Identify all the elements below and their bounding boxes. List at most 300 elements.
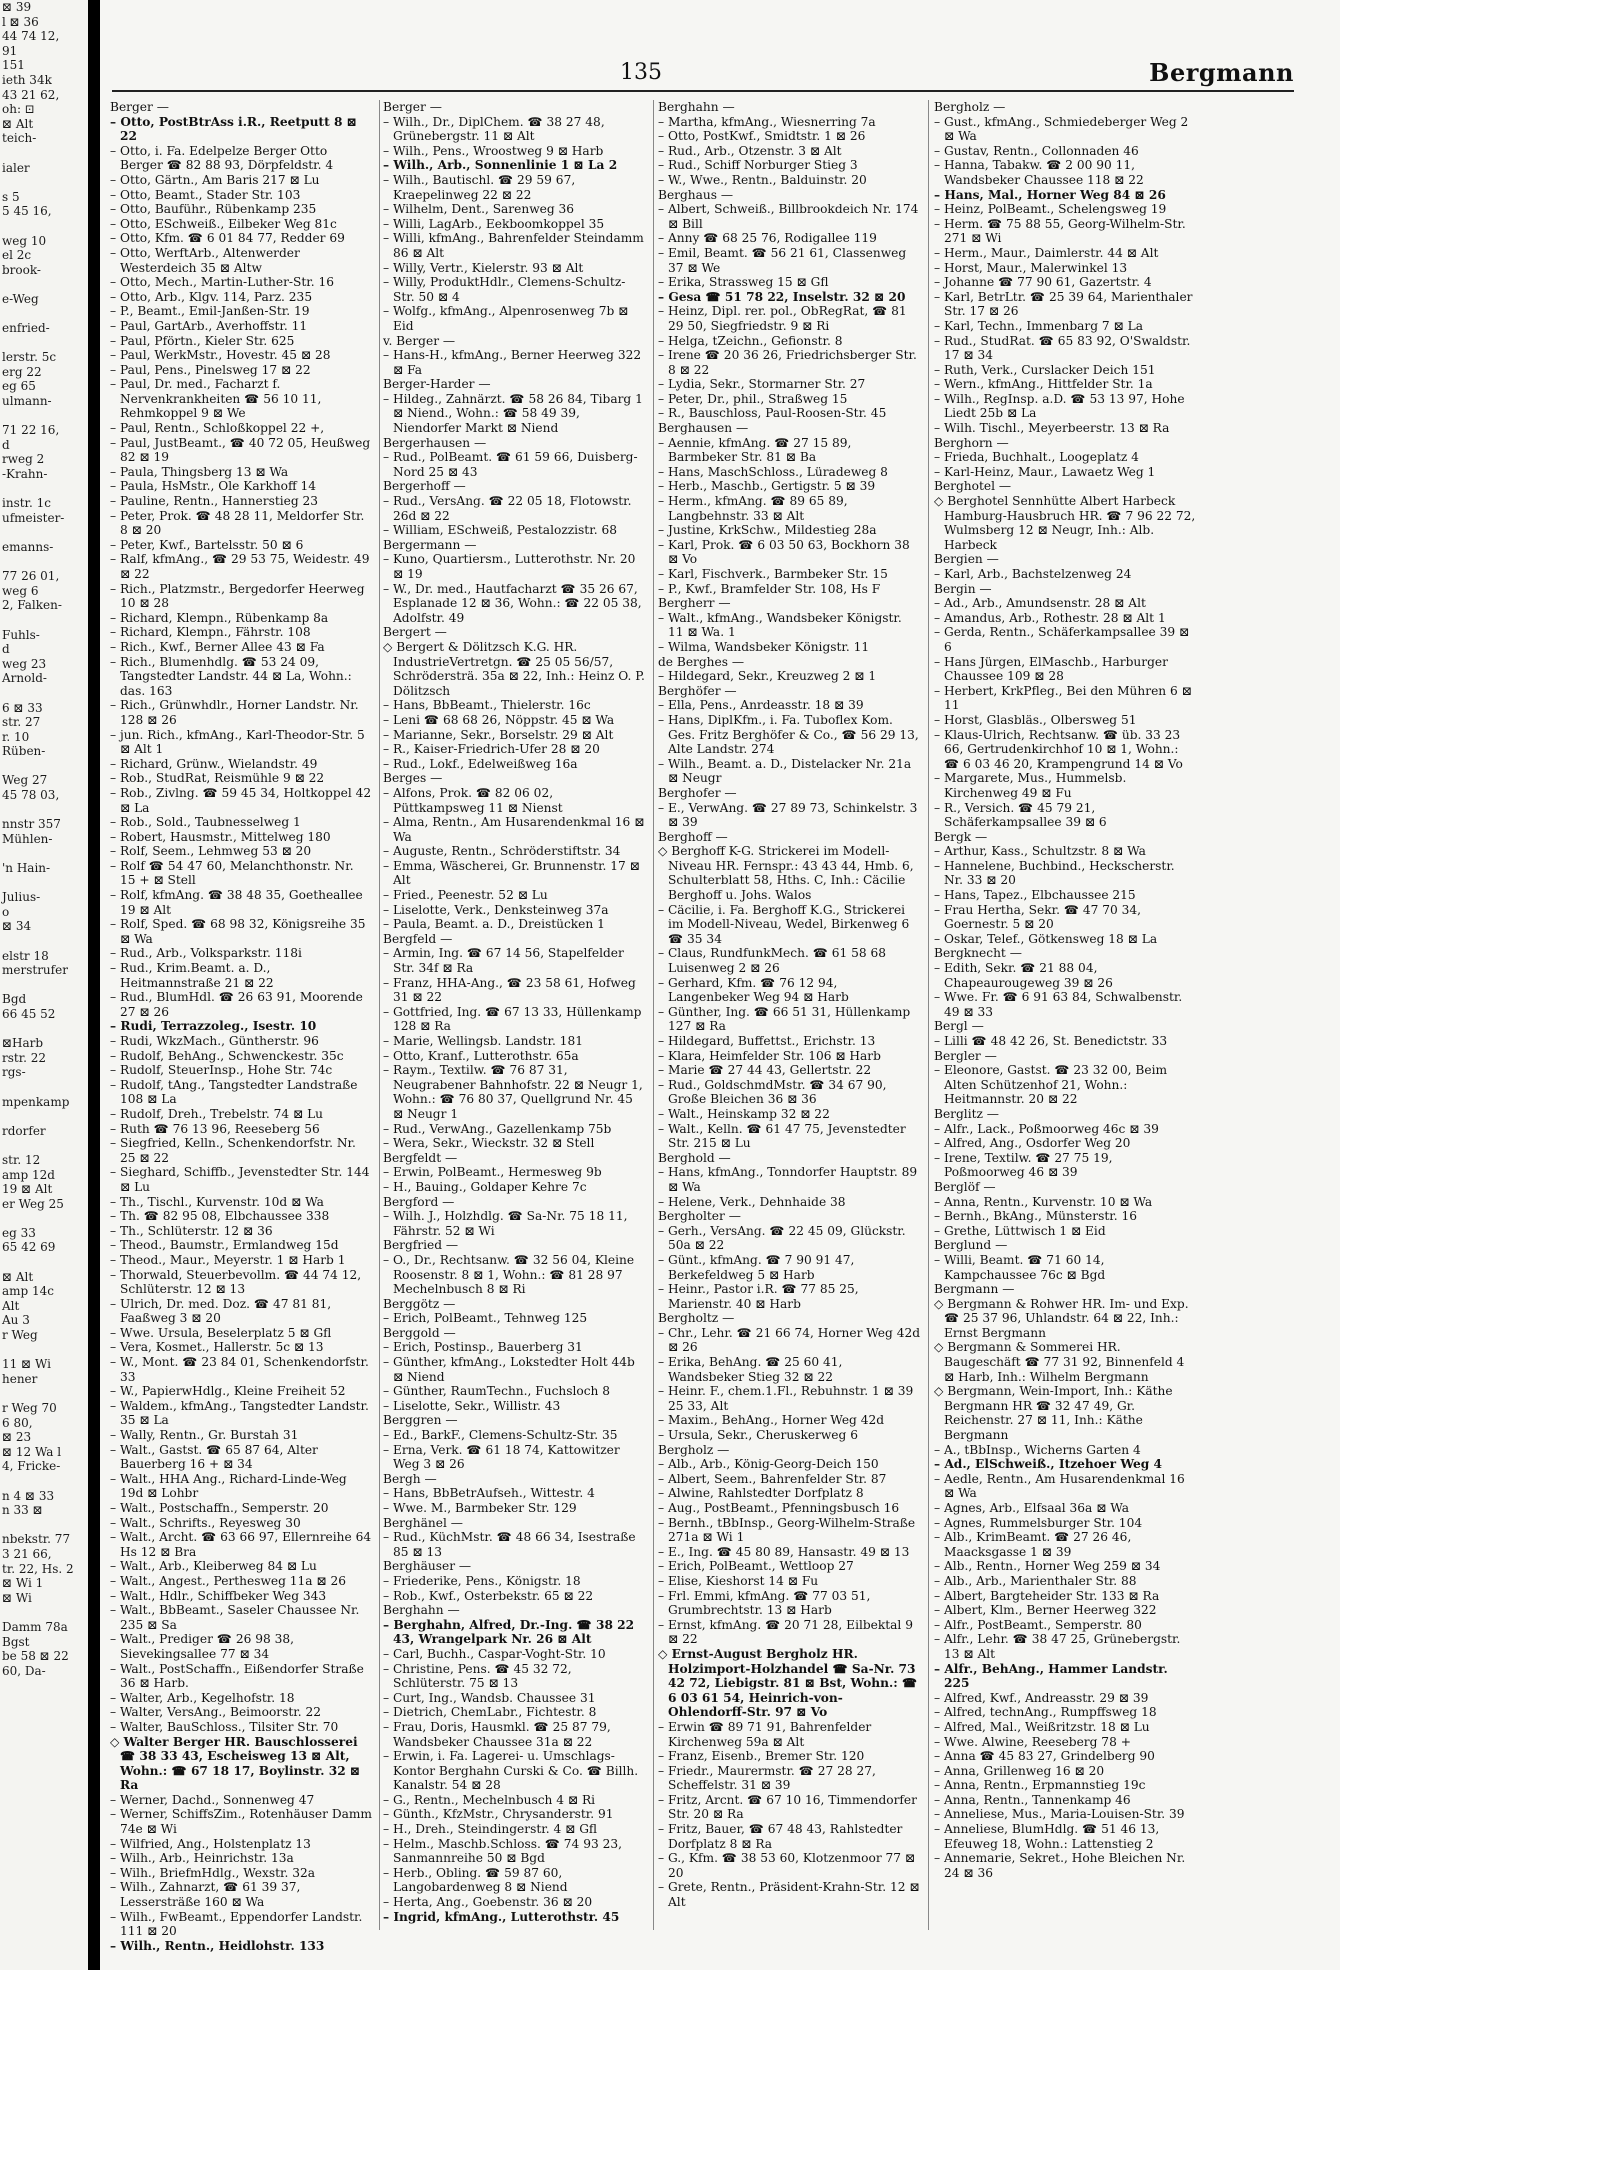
directory-entry: – Walt., Postschaffn., Semperstr. 20 <box>110 1501 329 1515</box>
directory-entry: – Hildegard, Buffettst., Erichstr. 13 <box>658 1034 876 1048</box>
facing-page-fragment: eg 33 <box>2 1225 36 1240</box>
facing-page-fragment: ⊠ Alt <box>2 1269 34 1284</box>
directory-entry: – Gustav, Rentn., Collonnaden 46 <box>934 143 1139 158</box>
directory-entry: – Gerda, Rentn., Schäferkampsallee 39 ⊠ 6 <box>934 625 1190 654</box>
facing-page-fragment: rweg 2 <box>2 452 45 467</box>
directory-entry: – Rud., Arb., Otzenstr. 3 ⊠ Alt <box>658 143 842 158</box>
facing-page-fragment: str. 27 <box>2 715 41 730</box>
directory-entry: – Ella, Pens., Anrdeasstr. 18 ⊠ 39 <box>658 698 864 713</box>
facing-page-fragment: d <box>2 642 10 657</box>
facing-page-fragment <box>0 1474 88 1489</box>
surname-heading: Bergfried — <box>383 1238 459 1253</box>
facing-page-fragment: 151 <box>2 58 25 73</box>
directory-entry: – Alfr., PostBeamt., Semperstr. 80 <box>934 1617 1142 1632</box>
facing-page-fragment <box>0 1343 88 1358</box>
directory-entry: – Rud., Lokf., Edelweißweg 16a <box>383 756 578 771</box>
directory-entry: – Alfred, Mal., Weißritzstr. 18 ⊠ Lu <box>934 1719 1150 1734</box>
facing-page-fragment: 44 74 12, <box>2 29 60 44</box>
facing-page-fragment: Au 3 <box>2 1313 30 1328</box>
directory-entry: – Wilma, Wandsbeker Königstr. 11 <box>658 639 870 654</box>
header-rule <box>112 90 1294 92</box>
surname-heading: Bergerhausen — <box>383 435 487 450</box>
directory-entry: – Annemarie, Sekret., Hohe Bleichen Nr. 24 ⊠ 36 <box>934 1851 1186 1880</box>
directory-entry: – W., Mont. ☎ 23 84 01, Schenkendorfstr. 33 <box>110 1355 369 1384</box>
directory-entry: – Günther, kfmAng., Lokstedter Holt 44b ⊠ Niend <box>383 1355 635 1384</box>
facing-page-fragment: hener <box>2 1371 38 1386</box>
directory-page <box>100 0 1340 1970</box>
directory-entry: – Willy, ProduktHdlr., Clemens-Schultz-Str. 50 ⊠ 4 <box>383 275 626 304</box>
facing-page-fragment: rdorfer <box>2 1123 46 1138</box>
directory-entry: – Rob., Sold., Taubnesselweg 1 <box>110 815 301 830</box>
facing-page-fragment <box>0 1022 88 1037</box>
surname-heading: Berghofer — <box>658 785 737 800</box>
directory-entry: – Hans, Mal., Horner Weg 84 ⊠ 26 <box>934 187 1166 202</box>
directory-entry: ◇ Bergert & Dölitzsch K.G. HR. IndustrieVertretgn. ☎ 25 05 56/57, Schrödersträ. 35a ⊠ 22, Inh.: Heinz O. P. Dölitzsch <box>383 639 645 698</box>
directory-entry: – Wilh. J., Holzhdlg. ☎ Sa-Nr. 75 18 11, Fährstr. 52 ⊠ Wi <box>383 1209 628 1238</box>
surname-heading: Bergholz — <box>658 1442 730 1457</box>
directory-entry: – Agnes, Rummelsburger Str. 104 <box>934 1515 1143 1530</box>
facing-page-fragment: 2, Falken- <box>2 598 62 613</box>
directory-entry: – Wilh., RegInsp. a.D. ☎ 53 13 97, Hohe Liedt 25b ⊠ La <box>934 391 1185 421</box>
directory-entry: – Eleonore, Gastst. ☎ 23 32 00, Beim Alten Schützenhof 21, Wohn.: Heitmannstr. 20 ⊠ 22 <box>934 1063 1168 1107</box>
facing-page-fragment: n 33 ⊠ <box>2 1503 43 1518</box>
directory-entry: – Hans, DiplKfm., i. Fa. Tuboflex Kom. Ges. Fritz Berghöfer & Co., ☎ 56 29 13, Alte Landstr. 274 <box>658 712 919 757</box>
directory-entry: – Anneliese, BlumHdlg. ☎ 51 46 13, Efeuweg 18, Wohn.: Lattenstieg 2 <box>934 1822 1160 1851</box>
directory-entry: – Karl, Techn., Immenbarg 7 ⊠ La <box>934 318 1143 333</box>
directory-entry: – Günther, RaumTechn., Fuchsloch 8 <box>383 1384 611 1399</box>
directory-entry: – Otto, Arb., Klgv. 114, Parz. 235 <box>110 289 313 304</box>
directory-entry: – Hans Jürgen, ElMaschb., Harburger Chaussee 109 ⊠ 28 <box>934 654 1168 684</box>
facing-page-fragment: amp 14c <box>2 1284 55 1299</box>
directory-entry: – Albert, Bargteheider Str. 133 ⊠ Ra <box>934 1588 1160 1603</box>
directory-entry: – Karl, Arb., Bachstelzenweg 24 <box>934 567 1132 581</box>
directory-entry: – Otto, Gärtn., Am Baris 217 ⊠ Lu <box>110 172 320 187</box>
facing-page-fragment: merstrufer <box>2 963 68 978</box>
facing-page-fragment: instr. 1c <box>2 496 51 511</box>
directory-entry: – Alb., Arb., Marienthaler Str. 88 <box>934 1573 1137 1588</box>
surname-heading: Bergholter — <box>658 1209 741 1224</box>
directory-entry: – Maxim., BehAng., Horner Weg 42d <box>658 1413 885 1428</box>
directory-entry: – Otto, Bauführ., Rübenkamp 235 <box>110 202 317 217</box>
facing-page-fragment <box>0 876 88 891</box>
directory-entry: – Günt., kfmAng. ☎ 7 90 91 47, Berkefeldweg 5 ⊠ Harb <box>658 1252 855 1282</box>
directory-entry: – Paul, Dr. med., Facharzt f. Nervenkrankheiten ☎ 56 10 11, Rehmkoppel 9 ⊠ We <box>110 377 322 421</box>
directory-entry: – Anna, Rentn., Kurvenstr. 10 ⊠ Wa <box>934 1194 1153 1209</box>
directory-entry: – Liselotte, Verk., Denksteinweg 37a <box>383 902 609 917</box>
directory-entry: – Walt., Hdlr., Schiffbeker Weg 343 <box>110 1588 327 1603</box>
directory-entry: – Bernh., BkAng., Münsterstr. 16 <box>934 1209 1137 1224</box>
directory-entry: – Amandus, Arb., Rothestr. 28 ⊠ Alt 1 <box>934 610 1166 625</box>
surname-heading: Berglund — <box>934 1238 1008 1253</box>
directory-entry: – Gottfried, Ing. ☎ 67 13 33, Hüllenkamp 128 ⊠ Ra <box>383 1004 642 1034</box>
facing-page-fragment: Bgst <box>2 1634 30 1649</box>
facing-page-fragment: 77 26 01, <box>2 569 60 584</box>
directory-entry: – Rud., BlumHdl. ☎ 26 63 91, Moorende 27 ⊠ 26 <box>110 990 363 1019</box>
directory-entry: – William, ESchweiß, Pestalozzistr. 68 <box>383 523 617 538</box>
facing-page-fragment: ⊠ 39 <box>2 0 32 14</box>
directory-entry: – Karl-Heinz, Maur., Lawaetz Weg 1 <box>934 464 1156 479</box>
directory-entry: – Karl, BetrLtr. ☎ 25 39 64, Marienthaler Str. 17 ⊠ 26 <box>934 289 1193 319</box>
directory-entry: – jun. Rich., kfmAng., Karl-Theodor-Str. 5 ⊠ Alt 1 <box>110 727 365 757</box>
facing-page-fragment: Fuhls- <box>2 627 40 642</box>
directory-entry: – Karl, Prok. ☎ 6 03 50 63, Bockhorn 38 ⊠ Vo <box>658 537 910 567</box>
directory-entry: – Alb., Arb., König-Georg-Deich 150 <box>658 1457 879 1472</box>
directory-entry: – Gust., kfmAng., Schmiedeberger Weg 2 ⊠ Wa <box>934 114 1189 144</box>
directory-entry: – Willy, Vertr., Kielerstr. 93 ⊠ Alt <box>383 260 584 275</box>
directory-entry: – Herbert, KrkPfleg., Bei den Mühren 6 ⊠ 11 <box>934 683 1192 713</box>
facing-page-fragment: 19 ⊠ Alt <box>2 1182 53 1197</box>
directory-entry: – Irene, Textilw. ☎ 27 75 19, Poßmoorweg 46 ⊠ 39 <box>934 1150 1113 1180</box>
facing-page-fragment: Damm 78a <box>2 1619 68 1634</box>
directory-entry: – Hans, MaschSchloss., Lüradeweg 8 <box>658 464 888 479</box>
directory-column-2 <box>383 100 645 1930</box>
directory-entry: – Wilfried, Ang., Holstenplatz 13 <box>110 1836 311 1851</box>
facing-page-fragment: ⊠Harb <box>2 1036 44 1051</box>
facing-page-fragment: lerstr. 5c <box>2 350 57 365</box>
directory-entry: – Thorwald, Steuerbevollm. ☎ 44 74 12, Schlüterstr. 12 ⊠ 13 <box>110 1267 362 1297</box>
facing-page-fragment: e-Weg <box>2 291 39 306</box>
directory-entry: – W., Dr. med., Hautfacharzt ☎ 35 26 67, Esplanade 12 ⊠ 36, Wohn.: ☎ 22 05 38, Adolfstr. 49 <box>383 581 642 625</box>
directory-entry: – Günther, Ing. ☎ 66 51 31, Hüllenkamp 127 ⊠ Ra <box>658 1004 911 1034</box>
surname-heading: Bergfeld — <box>383 931 453 946</box>
surname-heading: Bergford — <box>383 1194 455 1209</box>
directory-entry: – Ruth, Verk., Curslacker Deich 151 <box>934 362 1156 377</box>
directory-entry: – Heinz, Dipl. rer. pol., ObRegRat, ☎ 81 29 50, Siegfriedstr. 9 ⊠ Ri <box>658 304 907 333</box>
facing-page-fragment: ⊠ 23 <box>2 1430 32 1445</box>
directory-entry: – Marie ☎ 27 44 43, Gellertstr. 22 <box>658 1063 872 1078</box>
surname-heading: Bergl — <box>934 1019 984 1034</box>
directory-entry: – Armin, Ing. ☎ 67 14 56, Stapelfelder Str. 34f ⊠ Ra <box>383 946 624 976</box>
directory-entry: – Agnes, Arb., Elfsaal 36a ⊠ Wa <box>934 1501 1130 1515</box>
facing-page-fragment: mpenkamp <box>2 1094 70 1109</box>
directory-entry: – Heinz, PolBeamt., Schelengsweg 19 <box>934 202 1167 217</box>
directory-entry: – Rudolf, SteuerInsp., Hohe Str. 74c <box>110 1063 333 1078</box>
directory-entry: – Rudolf, BehAng., Schwenckestr. 35c <box>110 1048 344 1063</box>
facing-page-fragment <box>0 1211 88 1226</box>
directory-entry: – Carl, Buchh., Caspar-Voght-Str. 10 <box>383 1646 606 1661</box>
directory-entry: – Siegfried, Kelln., Schenkendorfstr. Nr. 25 ⊠ 22 <box>110 1136 356 1165</box>
directory-entry: – Paul, JustBeamt., ☎ 40 72 05, Heußweg 82 ⊠ 19 <box>110 435 371 465</box>
directory-entry: – Herm. ☎ 75 88 55, Georg-Wilhelm-Str. 271 ⊠ Wi <box>934 216 1186 246</box>
directory-entry: – Friedr., Maurermstr. ☎ 27 28 27, Scheffelstr. 31 ⊠ 39 <box>658 1763 876 1793</box>
directory-entry: – Alfred, Kwf., Andreasstr. 29 ⊠ 39 <box>934 1690 1149 1705</box>
directory-entry: – Grete, Rentn., Präsident-Krahn-Str. 12 ⊠ Alt <box>658 1880 920 1910</box>
directory-entry: – Bernh., tBbInsp., Georg-Wilhelm-Straße 271a ⊠ Wi 1 <box>658 1515 916 1545</box>
facing-page-fragment <box>0 306 88 321</box>
directory-entry: – Kuno, Quartiersm., Lutterothstr. Nr. 20 ⊠ 19 <box>383 552 636 581</box>
directory-entry: – Anna, Rentn., Erpmannstieg 19c <box>934 1778 1146 1793</box>
directory-entry: – Rich., Grünwhdlr., Horner Landstr. Nr. 128 ⊠ 26 <box>110 698 359 727</box>
directory-entry: – Willi, LagArb., Eekboomkoppel 35 <box>383 216 605 231</box>
facing-page-fragment <box>0 613 88 628</box>
facing-page-fragment <box>0 759 88 774</box>
directory-entry: – Friederike, Pens., Königstr. 18 <box>383 1573 581 1588</box>
directory-entry: – Hans, kfmAng., Tonndorfer Hauptstr. 89 ⊠ Wa <box>658 1165 918 1194</box>
facing-page-fragment: ulmann- <box>2 394 52 409</box>
directory-entry: – Otto, i. Fa. Edelpelze Berger Otto Berger ☎ 82 88 93, Dörpfeldstr. 4 <box>110 143 334 173</box>
directory-entry: – Ingrid, kfmAng., Lutterothstr. 45 <box>383 1909 620 1924</box>
facing-page-fragment: Arnold- <box>2 671 47 686</box>
directory-entry: – Klaus-Ulrich, Rechtsanw. ☎ üb. 33 23 66, Gertrudenkirchhof 10 ⊠ 1, Wohn.: ☎ 6 03 46 20, Krampengrund 14 ⊠ Vo <box>934 727 1183 771</box>
directory-entry: – Erich, PolBeamt., Tehnweg 125 <box>383 1311 588 1326</box>
facing-page-fragment: ialer <box>2 160 30 175</box>
directory-entry: – Walter, Arb., Kegelhofstr. 18 <box>110 1690 295 1705</box>
surname-heading: Berghold — <box>658 1150 731 1165</box>
directory-entry: – Wwe. M., Barmbeker Str. 129 <box>383 1501 577 1515</box>
directory-entry: – Claus, RundfunkMech. ☎ 61 58 68 Luisenweg 2 ⊠ 26 <box>658 946 887 976</box>
directory-entry: – Paula, Beamt. a. D., Dreistücken 1 <box>383 917 605 932</box>
directory-entry: – Erich, Postinsp., Bauerberg 31 <box>383 1340 583 1355</box>
directory-entry: – Emil, Beamt. ☎ 56 21 61, Classenweg 37 ⊠ We <box>658 245 907 275</box>
facing-page-fragment: n 4 ⊠ 33 <box>2 1488 55 1503</box>
directory-entry: – Rud., VerwAng., Gazellenkamp 75b <box>383 1121 612 1136</box>
surname-heading: Berghöfer — <box>658 683 737 698</box>
directory-entry: – Wilh. Tischl., Meyerbeerstr. 13 ⊠ Ra <box>934 421 1170 436</box>
directory-entry: – Klara, Heimfelder Str. 106 ⊠ Harb <box>658 1048 881 1063</box>
facing-page-fragment: 91 <box>2 43 18 58</box>
facing-page-fragment: nbekstr. 77 <box>2 1532 71 1547</box>
directory-entry: – Otto, Kranf., Lutterothstr. 65a <box>383 1048 579 1063</box>
directory-entry: – Gerh., VersAng. ☎ 22 45 09, Glückstr. 50a ⊠ 22 <box>658 1223 906 1253</box>
directory-entry: – Rolf, Sped. ☎ 68 98 32, Königsreihe 35 ⊠ Wa <box>110 917 366 946</box>
directory-entry: – Walt., BbBeamt., Saseler Chaussee Nr. 235 ⊠ Sa <box>110 1603 360 1632</box>
facing-page-fragment <box>0 219 88 234</box>
facing-page-fragment: 60, Da- <box>2 1663 46 1678</box>
surname-heading: Berger — <box>110 100 169 114</box>
directory-entry: – Wera, Sekr., Wieckstr. 32 ⊠ Stell <box>383 1136 595 1151</box>
directory-entry: – Christine, Pens. ☎ 45 32 72, Schlüterstr. 75 ⊠ 13 <box>383 1661 572 1691</box>
directory-entry: – Raym., Textilw. ☎ 76 87 31, Neugrabener Bahnhofstr. 22 ⊠ Neugr 1, Wohn.: ☎ 76 80 37, Quellgrund Nr. 45 ⊠ Neugr 1 <box>383 1063 643 1121</box>
directory-entry: – Wally, Rentn., Gr. Burstah 31 <box>110 1428 299 1443</box>
directory-entry: – Rudolf, tAng., Tangstedter Landstraße 108 ⊠ La <box>110 1077 358 1107</box>
facing-page-fragment: l ⊠ 36 <box>2 14 39 29</box>
directory-entry: – Frau Hertha, Sekr. ☎ 47 70 34, Goernestr. 5 ⊠ 20 <box>934 902 1142 932</box>
directory-entry: – Werner, SchiffsZim., Rotenhäuser Damm 74e ⊠ Wi <box>110 1807 372 1837</box>
directory-entry: – Robert, Hausmstr., Mittelweg 180 <box>110 829 331 844</box>
directory-entry: – Alfred, technAng., Rumpffsweg 18 <box>934 1705 1157 1720</box>
surname-heading: Bergfeldt — <box>383 1150 458 1165</box>
facing-page-fragment: ⊠ Wi <box>2 1590 32 1605</box>
facing-page-fragment: 3 21 66, <box>2 1546 52 1561</box>
directory-entry: – Alb., Rentn., Horner Weg 259 ⊠ 34 <box>934 1559 1161 1574</box>
directory-entry: – Alfons, Prok. ☎ 82 06 02, Püttkampsweg 11 ⊠ Nienst <box>383 785 563 815</box>
surname-heading: Berglöf — <box>934 1179 996 1194</box>
directory-entry: – Rob., Zivlng. ☎ 59 45 34, Holtkoppel 42 ⊠ La <box>110 785 372 815</box>
facing-page-fragment: s 5 <box>2 189 20 204</box>
directory-entry: – Fried., Peenestr. 52 ⊠ Lu <box>383 888 548 903</box>
surname-heading: Bergknecht — <box>934 946 1022 961</box>
facing-page-fragment <box>0 175 88 190</box>
facing-page-fragment: nnstr 357 <box>2 817 61 832</box>
directory-entry: – Otto, Beamt., Stader Str. 103 <box>110 187 301 202</box>
directory-entry: – Marie, Wellingsb. Landstr. 181 <box>383 1034 583 1048</box>
directory-entry: – G., Rentn., Mechelnbusch 4 ⊠ Ri <box>383 1792 596 1807</box>
directory-entry: – Walt., Angest., Perthesweg 11a ⊠ 26 <box>110 1573 347 1588</box>
surname-heading: Bergholz — <box>934 100 1006 114</box>
directory-entry: – Rich., Kwf., Berner Allee 43 ⊠ Fa <box>110 639 325 654</box>
surname-heading: Berghoff — <box>658 829 728 844</box>
directory-entry: – Karl, Fischverk., Barmbeker Str. 15 <box>658 567 888 581</box>
directory-entry: – Ad., ElSchweiß., Itzehoer Weg 4 <box>934 1457 1163 1472</box>
surname-heading: Berghahn — <box>383 1603 460 1618</box>
facing-page-fragment: ufmeister- <box>2 510 65 525</box>
directory-entry: – Lilli ☎ 48 42 26, St. Benedictstr. 33 <box>934 1034 1168 1048</box>
facing-page-fragment: brook- <box>2 262 41 277</box>
directory-entry: – Walter, BauSchloss., Tilsiter Str. 70 <box>110 1719 339 1734</box>
directory-entry: – Arthur, Kass., Schultzstr. 8 ⊠ Wa <box>934 844 1146 859</box>
surname-heading: Bergerhoff — <box>383 479 466 494</box>
directory-entry: – Dietrich, ChemLabr., Fichtestr. 8 <box>383 1705 597 1720</box>
facing-page-fragment <box>0 555 88 570</box>
directory-entry: – O., Dr., Rechtsanw. ☎ 32 56 04, Kleine Roosenstr. 8 ⊠ 1, Wohn.: ☎ 81 28 97 Mechelnbusch 8 ⊠ Ri <box>383 1252 635 1297</box>
directory-entry: – Richard, Klempn., Rübenkamp 8a <box>110 610 329 625</box>
facing-page-fragment: r Weg 70 <box>2 1401 57 1415</box>
directory-entry: – Herta, Ang., Goebenstr. 36 ⊠ 20 <box>383 1895 593 1910</box>
directory-entry: – Wwe. Alwine, Reeseberg 78 + <box>934 1734 1131 1749</box>
directory-entry: – Gerhard, Kfm. ☎ 76 12 94, Langenbeker Weg 94 ⊠ Harb <box>658 975 849 1005</box>
facing-page-fragment: 6 ⊠ 33 <box>2 700 43 715</box>
directory-entry: – Ulrich, Dr. med. Doz. ☎ 47 81 81, Faaßweg 3 ⊠ 20 <box>110 1296 332 1326</box>
directory-entry: – Frau, Doris, Hausmkl. ☎ 25 87 79, Wandsbeker Chaussee 31a ⊠ 22 <box>383 1719 611 1749</box>
surname-heading: Berghausen — <box>658 421 749 436</box>
directory-entry: – Peter, Kwf., Bartelsstr. 50 ⊠ 6 <box>110 537 304 552</box>
directory-entry: – Ursula, Sekr., Cheruskerweg 6 <box>658 1428 858 1443</box>
surname-heading: Bergien — <box>934 552 999 567</box>
facing-page-fragment: weg 6 <box>2 583 39 598</box>
directory-entry: – Walt., PostSchaffn., Eißendorfer Straße 36 ⊠ Harb. <box>110 1661 364 1691</box>
surname-heading: Bergin — <box>934 581 992 596</box>
facing-page-fragment: oh: ⊡ <box>2 102 35 117</box>
directory-entry: – R., Kaiser-Friedrich-Ufer 28 ⊠ 20 <box>383 742 600 757</box>
facing-page-fragment <box>0 1080 88 1095</box>
directory-entry: – Hildegard, Sekr., Kreuzweg 2 ⊠ 1 <box>658 669 877 684</box>
scan-margin-right <box>1340 0 1600 2177</box>
directory-entry: – Hanna, Tabakw. ☎ 2 00 90 11, Wandsbeker Chaussee 118 ⊠ 22 <box>934 158 1144 187</box>
directory-entry: – Liselotte, Sekr., Willistr. 43 <box>383 1398 561 1413</box>
directory-entry: – Fritz, Arcnt. ☎ 67 10 16, Timmendorfer Str. 20 ⊠ Ra <box>658 1792 917 1822</box>
column-divider <box>379 100 380 1930</box>
directory-entry: – Pauline, Rentn., Hannerstieg 23 <box>110 494 319 509</box>
directory-entry: – Erich, PolBeamt., Wettloop 27 <box>658 1559 854 1574</box>
facing-page-fragment: tr. 22, Hs. 2 <box>2 1561 74 1576</box>
facing-page-fragment <box>0 1255 88 1270</box>
directory-entry: – Wern., kfmAng., Hittfelder Str. 1a <box>934 377 1153 392</box>
directory-entry: – Albert, Seem., Bahrenfelder Str. 87 <box>658 1471 887 1486</box>
facing-page-fragment <box>0 336 88 351</box>
directory-entry: – Anna, Grillenweg 16 ⊠ 20 <box>934 1763 1105 1778</box>
facing-page-fragment: o <box>2 904 10 919</box>
directory-entry: – Herb., Maschb., Gertigstr. 5 ⊠ 39 <box>658 479 876 494</box>
directory-entry: – Rolf ☎ 54 47 60, Melanchthonstr. Nr. 15 + ⊠ Stell <box>110 858 354 888</box>
directory-entry: – Paul, WerkMstr., Hovestr. 45 ⊠ 28 <box>110 348 331 363</box>
facing-page-fragment: d <box>2 437 10 452</box>
facing-page-fragment: 45 78 03, <box>2 788 60 803</box>
facing-page-fragment: amp 12d <box>2 1167 55 1182</box>
directory-entry: – Otto, ESchweiß., Eilbeker Weg 81c <box>110 216 337 231</box>
directory-entry: – Vera, Kosmet., Hallerstr. 5c ⊠ 13 <box>110 1340 324 1355</box>
directory-entry: – Frieda, Buchhalt., Loogeplatz 4 <box>934 450 1139 465</box>
facing-page-fragment: 4, Fricke- <box>2 1459 61 1474</box>
directory-entry: – Grethe, Lüttwisch 1 ⊠ Eid <box>934 1223 1106 1238</box>
surname-heading: Berghahn — <box>658 100 735 114</box>
directory-entry: – Wilh., Pens., Wroostweg 9 ⊠ Harb <box>383 143 604 158</box>
surname-heading: Bergmann — <box>934 1282 1015 1297</box>
directory-entry: ◇ Berghoff K-G. Strickerei im Modell-Niveau HR. Fernspr.: 43 43 44, Hmb. 6, Schulterblatt 58, Hths. C, Inh.: Cäcilie Berghoff u. Johs. Walos <box>658 844 914 903</box>
surname-heading: Berges — <box>383 771 443 786</box>
surname-heading: Berghotel — <box>934 479 1012 494</box>
directory-entry: – Berghahn, Alfred, Dr.-Ing. ☎ 38 22 43, Wrangelpark Nr. 26 ⊠ Alt <box>383 1617 635 1647</box>
facing-page-fragment: 5 45 16, <box>2 204 52 219</box>
directory-entry: – E., Ing. ☎ 45 80 89, Hansastr. 49 ⊠ 13 <box>658 1544 910 1559</box>
facing-page-fragment <box>0 686 88 701</box>
facing-page-fragment: elstr 18 <box>2 948 49 963</box>
directory-entry: – Helga, tZeichn., Gefionstr. 8 <box>658 333 843 348</box>
directory-entry: – Walter, VersAng., Beimoorstr. 22 <box>110 1705 322 1720</box>
directory-entry: ◇ Ernst-August Bergholz HR. Holzimport-Holzhandel ☎ Sa-Nr. 73 42 72, Liebigstr. 81 ⊠ Bst, Wohn.: ☎ 6 03 61 54, Heinrich-von-Ohlendorff-Str. 97 ⊠ Vo <box>658 1646 918 1720</box>
directory-entry: – Rud., VersAng. ☎ 22 05 18, Flotowstr. 26d ⊠ 22 <box>383 494 632 523</box>
directory-entry: – Heinr. F., chem.1.Fl., Rebuhnstr. 1 ⊠ 39 25 33, Alt <box>658 1384 914 1413</box>
directory-entry: – Frl. Emmi, kfmAng. ☎ 77 03 51, Grumbrechtstr. 13 ⊠ Harb <box>658 1588 871 1618</box>
directory-entry: – Waldem., kfmAng., Tangstedter Landstr. 35 ⊠ La <box>110 1398 369 1428</box>
directory-entry: – Rich., Platzmstr., Bergedorfer Heerweg 10 ⊠ 28 <box>110 581 365 611</box>
directory-entry: – W., PapierwHdlg., Kleine Freiheit 52 <box>110 1384 346 1399</box>
directory-entry: – Albert, Klm., Berner Heerweg 322 <box>934 1603 1157 1618</box>
facing-page-fragment: Mühlen- <box>2 831 53 846</box>
directory-entry: – Paul, Rentn., Schloßkoppel 22 +, <box>110 421 325 436</box>
facing-page-fragment: ⊠ 12 Wa l <box>2 1444 62 1459</box>
directory-entry: – Werner, Dachd., Sonnenweg 47 <box>110 1792 315 1807</box>
directory-entry: – Erwin, i. Fa. Lagerei- u. Umschlags-Kontor Berghahn Curski & Co. ☎ Billh. Kanalstr. 54 ⊠ 28 <box>383 1749 639 1793</box>
directory-entry: – Rud., KüchMstr. ☎ 48 66 34, Isestraße 85 ⊠ 13 <box>383 1530 636 1559</box>
directory-entry: – Lydia, Sekr., Stormarner Str. 27 <box>658 377 866 392</box>
directory-entry: – Chr., Lehr. ☎ 21 66 74, Horner Weg 42d ⊠ 26 <box>658 1325 920 1355</box>
directory-entry: – Wilh., Dr., DiplChem. ☎ 38 27 48, Grünebergstr. 11 ⊠ Alt <box>383 114 605 144</box>
directory-entry: – Anna ☎ 45 83 27, Grindelberg 90 <box>934 1749 1155 1764</box>
directory-entry: – Sieghard, Schiffb., Jevenstedter Str. 144 ⊠ Lu <box>110 1165 370 1194</box>
directory-entry: – Erwin ☎ 89 71 91, Bahrenfelder Kirchenweg 59a ⊠ Alt <box>658 1719 872 1749</box>
directory-entry: – Walt., Kelln. ☎ 61 47 75, Jevenstedter Str. 215 ⊠ Lu <box>658 1121 906 1151</box>
facing-page-fragment: 43 21 62, <box>2 87 60 102</box>
directory-entry: – Elise, Kieshorst 14 ⊠ Fu <box>658 1573 819 1588</box>
directory-entry: – Curt, Ing., Wandsb. Chaussee 31 <box>383 1690 596 1705</box>
facing-page-fragment: Weg 27 <box>2 773 48 788</box>
facing-page-fragment: 65 42 69 <box>2 1240 56 1255</box>
directory-entry: – Ed., BarkF., Clemens-Schultz-Str. 35 <box>383 1428 618 1443</box>
directory-entry: – Helene, Verk., Dehnhaide 38 <box>658 1194 846 1209</box>
facing-page-fragment: 11 ⊠ Wi <box>2 1357 51 1372</box>
directory-entry: – Alb., KrimBeamt. ☎ 27 26 46, Maacksgasse 1 ⊠ 39 <box>934 1530 1132 1559</box>
directory-entry: – H., Dreh., Steindingerstr. 4 ⊠ Gfl <box>383 1822 598 1837</box>
facing-page-fragment: er Weg 25 <box>2 1196 64 1211</box>
directory-entry: – Th., Schlüterstr. 12 ⊠ 36 <box>110 1223 273 1238</box>
directory-entry: – Johanne ☎ 77 90 61, Gazertstr. 4 <box>934 275 1152 290</box>
directory-entry: – Rob., StudRat, Reismühle 9 ⊠ 22 <box>110 771 325 786</box>
directory-column-4 <box>934 100 1196 1930</box>
surname-heading: Berggötz — <box>383 1296 456 1311</box>
directory-entry: – H., Bauing., Goldaper Kehre 7c <box>383 1179 587 1194</box>
directory-entry: – Leni ☎ 68 68 26, Nöppstr. 45 ⊠ Wa <box>383 712 615 727</box>
directory-entry: – P., Beamt., Emil-Janßen-Str. 19 <box>110 304 310 319</box>
directory-entry: – A., tBbInsp., Wicherns Garten 4 <box>934 1442 1141 1457</box>
directory-entry: – Ernst, kfmAng. ☎ 20 71 28, Eilbektal 9 ⊠ 22 <box>658 1617 913 1647</box>
column-divider <box>653 100 654 1930</box>
facing-page-fragment: weg 23 <box>2 656 47 671</box>
facing-page-fragment: be 58 ⊠ 22 <box>2 1649 69 1664</box>
surname-heading: de Berghes — <box>658 654 745 669</box>
directory-entry: – Rud., GoldschmdMstr. ☎ 34 67 90, Große Bleichen 36 ⊠ 36 <box>658 1077 887 1107</box>
directory-entry: – Heinr., Pastor i.R. ☎ 77 85 25, Marienstr. 40 ⊠ Harb <box>658 1282 859 1311</box>
directory-entry: – Oskar, Telef., Götkensweg 18 ⊠ La <box>934 931 1158 946</box>
